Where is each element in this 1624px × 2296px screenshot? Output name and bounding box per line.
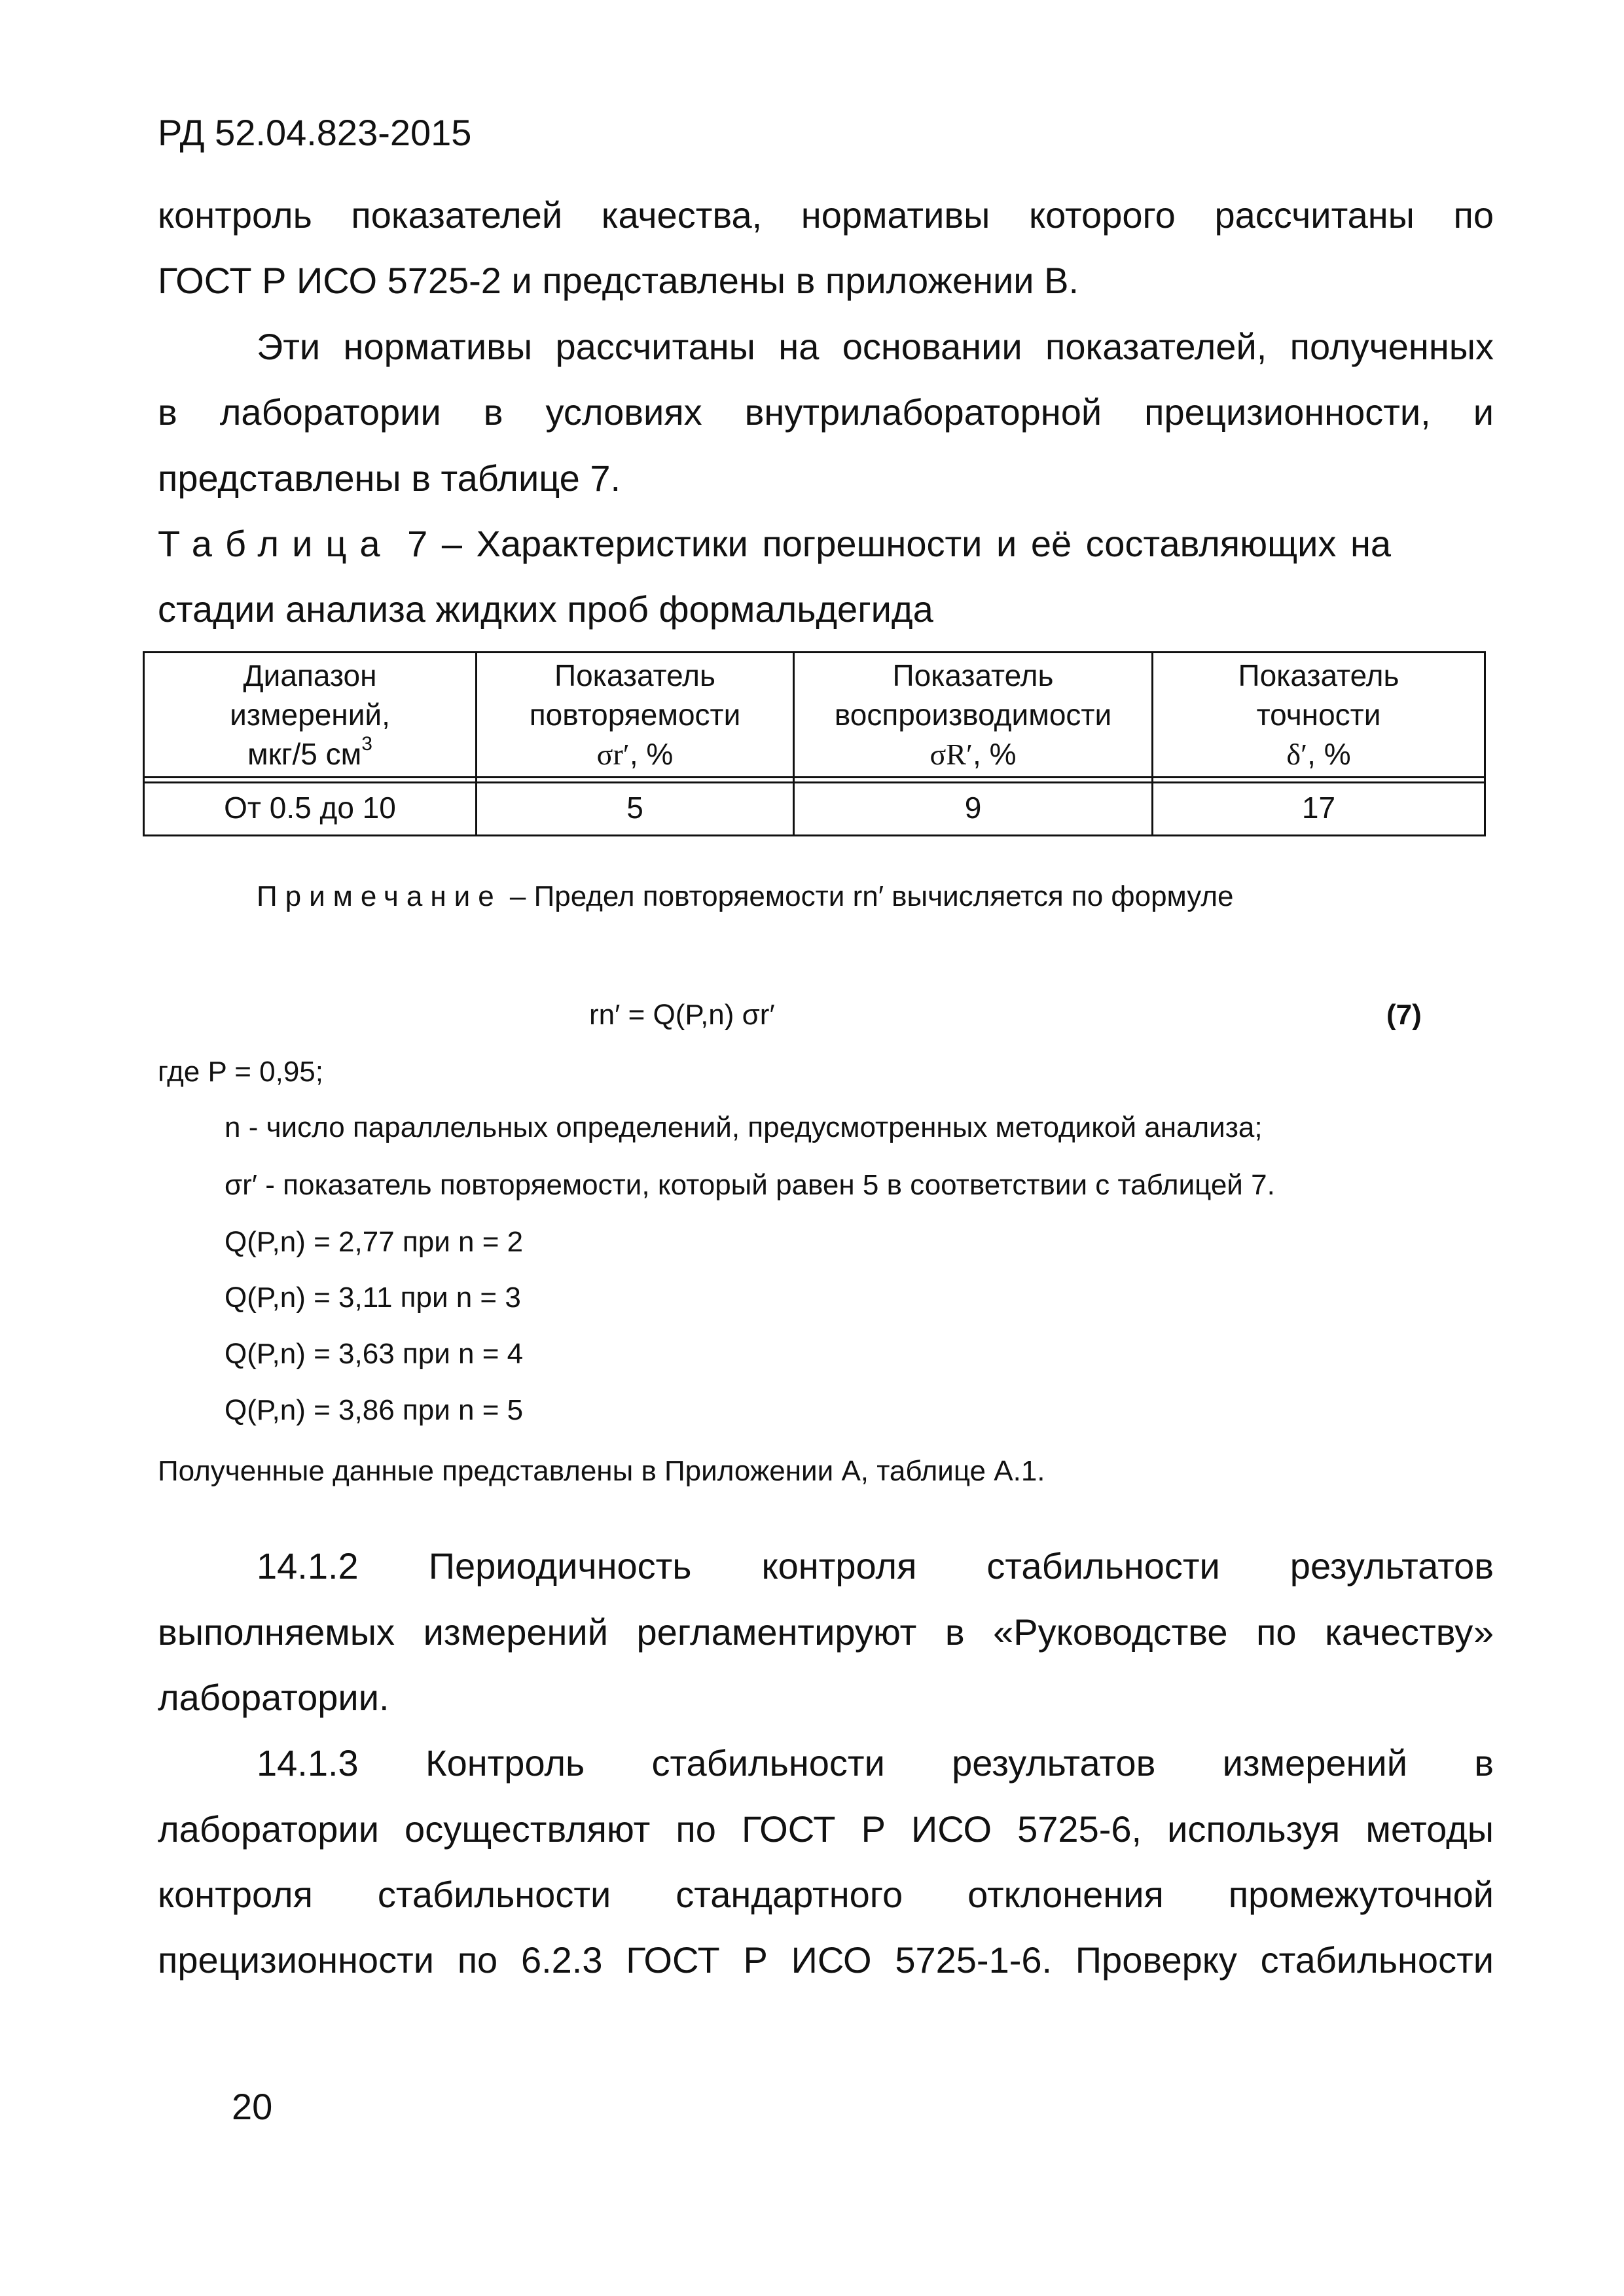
formula: rn′ = Q(P,n) σr′ — [589, 999, 775, 1031]
header-text: измерений, — [230, 698, 390, 732]
table-header-accuracy — [1153, 656, 1484, 774]
data-table — [143, 651, 1486, 836]
header-symbol-line — [477, 734, 793, 774]
where-p-line: где P = 0,95; — [158, 1056, 323, 1088]
paragraph-2-line-1: Эти нормативы рассчитаны на основании показателей, полученных — [257, 326, 1494, 367]
results-line: Полученные данные представлены в Приложении А, таблице А.1. — [158, 1455, 1045, 1487]
paragraph-2-line-2: в лаборатории в условиях внутрилабораторной прецизионности, и — [158, 391, 1494, 433]
table-caption-label: Таблица — [158, 523, 393, 564]
table-header-rule-top — [145, 776, 1484, 778]
section-1413-line-2: лаборатории осуществляют по ГОСТ Р ИСО 5725-6, используя методы — [158, 1808, 1494, 1850]
table-cell-repeatability: 5 — [626, 791, 643, 825]
sigma-r-symbol: σr′ — [596, 738, 630, 771]
table-header-reproducibility — [795, 656, 1151, 774]
header-text: Диапазон — [243, 658, 377, 692]
document-id: РД 52.04.823-2015 — [158, 112, 472, 153]
table-header-repeatability — [477, 656, 793, 774]
paragraph-1-line-1: контроль показателей качества, нормативы которого рассчитаны по — [158, 194, 1494, 236]
table-cell-accuracy: 17 — [1301, 791, 1336, 825]
section-1413-line-4: прецизионности по 6.2.3 ГОСТ Р ИСО 5725-1-6. Проверку стабильности — [158, 1939, 1494, 1981]
table-caption-line-1 — [158, 520, 1494, 567]
unit-text: мкг/5 см — [247, 737, 362, 771]
where-n-line: n - число параллельных определений, предусмотренных методикой анализа; — [225, 1111, 1263, 1143]
note-text: – Предел повторяемости rn′ вычисляется по формуле — [501, 880, 1234, 912]
header-symbol-line — [1153, 734, 1484, 774]
sigma-R-symbol: σR′ — [929, 738, 973, 771]
q-value-line: Q(P,n) = 2,77 при n = 2 — [225, 1226, 524, 1258]
section-1412-line-1: 14.1.2 Периодичность контроля стабильности результатов — [257, 1545, 1494, 1587]
table-caption-line-2: стадии анализа жидких проб формальдегида — [158, 588, 933, 630]
table-header-range — [145, 656, 475, 774]
table-cell-range: От 0.5 до 10 — [224, 791, 396, 825]
delta-symbol: δ′ — [1286, 738, 1308, 771]
header-text: Показатель — [1238, 658, 1399, 692]
header-text: Показатель — [892, 658, 1054, 692]
paragraph-2-line-3: представлены в таблице 7. — [158, 457, 621, 499]
where-sigma-line: σr′ - показатель повторяемости, который равен 5 в соответствии с таблицей 7. — [225, 1169, 1275, 1201]
header-text: воспроизводимости — [834, 698, 1112, 732]
formula-number: (7) — [1386, 999, 1422, 1031]
table-cell-reproducibility: 9 — [964, 791, 982, 825]
unit-text: , % — [1307, 737, 1351, 771]
section-1412-line-3: лаборатории. — [158, 1677, 389, 1718]
header-text: Показатель — [554, 658, 715, 692]
header-unit — [145, 734, 475, 774]
section-1413-line-3: контроля стабильности стандартного отклонения промежуточной — [158, 1874, 1494, 1915]
table-caption-title: 7 – Характеристики погрешности и её составляющих на — [393, 523, 1392, 564]
section-1412-line-2: выполняемых измерений регламентируют в «Руководстве по качеству» — [158, 1611, 1494, 1653]
section-1413-line-1: 14.1.3 Контроль стабильности результатов измерений в — [257, 1742, 1494, 1784]
unit-superscript: 3 — [361, 733, 372, 755]
q-value-line: Q(P,n) = 3,11 при n = 3 — [225, 1282, 521, 1314]
unit-text: , % — [973, 737, 1017, 771]
header-text: повторяемости — [529, 698, 741, 732]
paragraph-1-line-2: ГОСТ Р ИСО 5725-2 и представлены в приложении В. — [158, 260, 1079, 301]
q-value-line: Q(P,n) = 3,86 при n = 5 — [225, 1394, 524, 1426]
note-line — [257, 877, 1233, 916]
header-symbol-line — [795, 734, 1151, 774]
page-number: 20 — [232, 2086, 273, 2127]
unit-text: , % — [629, 737, 674, 771]
header-text: точности — [1256, 698, 1381, 732]
q-value-line: Q(P,n) = 3,63 при n = 4 — [225, 1338, 524, 1370]
note-label: Примечание — [257, 880, 502, 912]
